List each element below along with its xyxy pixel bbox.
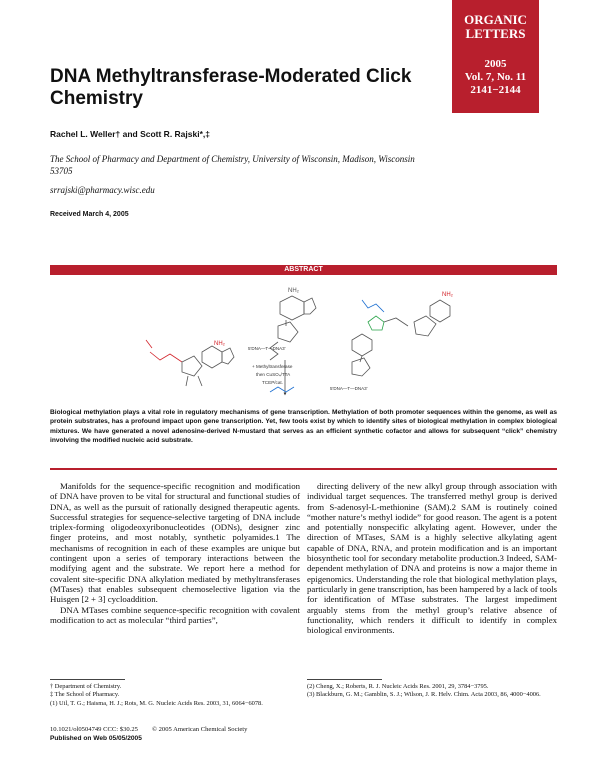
journal-pages: 2141−2144 [470, 84, 521, 96]
affiliation: The School of Pharmacy and Department of Chemistry, University of Wisconsin, Madison, Wisconsin 53705 [50, 154, 415, 176]
journal-name-line1: ORGANIC [464, 12, 527, 27]
body-column-right [307, 481, 557, 635]
footnote-ref-2: (2) Cheng, X.; Roberts, R. J. Nucleic Acids Res. 2001, 29, 3784−3795. [307, 683, 489, 690]
right-dna-label: 5'DNA—T—DNA3' [330, 386, 368, 391]
footnote-ref-1: (1) Uil, T. G.; Haisma, H. J.; Rots, M. G. Nucleic Acids Res. 2003, 31, 6064−6078. [50, 699, 263, 707]
footnotes-right [307, 683, 557, 700]
body-left-paragraph-1: Manifolds for the sequence-specific recognition and modification of DNA have proven to be vital for structural and functional studies of DNA, as well as the pursuit of rationally designed therapeutic agents. Successful strategies for sequence-selective targeting of DNA include triplex-forming oligodeoxyribonucleotides (ODNs), designer zinc finger proteins, and most notably, synthetic polyamides.1 The mechanisms of recognition in each of these examples are unique but contingent upon a series of temporary interactions between the modifying agent and the substrate. We report here a method for covalent site-specific DNA alkylation mediated by methyltransferases (MTases) that enables subsequent chemoselective ligation via the Huisgen [2 + 3] cycloaddition. [50, 481, 300, 605]
left-nh2-label: NH₂ [214, 341, 225, 347]
right-nh2-label: NH₂ [442, 292, 453, 298]
article-title: DNA Methyltransferase-Moderated Click Chemistry [50, 66, 412, 109]
journal-volume: Vol. 7, No. 11 [464, 71, 527, 83]
right-molecule [352, 300, 450, 376]
reagent-line-2: then CuSO₄/TTA [256, 372, 291, 377]
abstract-heading: ABSTRACT [50, 265, 557, 275]
footnote-rule-left [50, 679, 125, 680]
abstract-text: Biological methylation plays a vital role in regulatory mechanisms of gene transcription. Methylation of both promoter sequences within the genome, as well as protein substrates, has a profound impact upon gene transcription. Yet, few tools exist by which to identify sites of biological methylation in complex biological mixtures. We have generated a novel adenosine-derived N-mustard that serves as an efficient synthetic cofactor and allows for subsequent “click” chemistry involving the modified nucleic acid substrate. [50, 409, 557, 445]
middle-nh2-label: NH₂ [288, 288, 299, 294]
journal-year: 2005 [484, 58, 507, 70]
footnote-ref-3: (3) Blackburn, G. M.; Gamblin, S. J.; Wilson, J. R. Helv. Chim. Acta 2003, 86, 4000−4006. [307, 691, 541, 699]
authors: Rachel L. Weller† and Scott R. Rajski*,‡ [50, 129, 210, 139]
graphical-abstract-scheme [130, 282, 460, 402]
reagent-line-3: TCEP/cat. [262, 380, 283, 385]
doi-line: 10.1021/ol0504749 CCC: $30.25 [50, 726, 138, 733]
journal-name-line2: LETTERS [465, 26, 526, 41]
footnote-dagger: † Department of Chemistry. [50, 683, 122, 690]
footnotes-left [50, 683, 300, 708]
alkyne-reagent [270, 387, 294, 392]
copyright: © 2005 American Chemical Society [151, 726, 248, 733]
footnote-rule-right [307, 679, 382, 680]
received-date: Received March 4, 2005 [50, 211, 129, 218]
middle-dna-label: 5'DNA—T—DNA3' [248, 346, 286, 351]
journal-masthead [452, 0, 539, 113]
body-right-paragraph-1: directing delivery of the new alkyl group through association with individual target sequences. The transferred methyl group is derived from S-adenosyl-L-methionine (SAM).2 SAM is routinely coined “mother nature’s methyl iodide” for good reason. The agent is a potent and potentially nonspecific alkylating agent. However, under the direction of MTases, SAM is a highly selective alkylating agent capable of DNA, RNA, and protein modification and is an important biosynthetic tool for secondary metabolite production.3 Indeed, SAM-dependent methylation of DNA and proteins is now a major theme in epigenomics. Understanding the role that biological methylation plays, particularly in gene transcription, has been hampered by a lack of tools for identification of MTase substrates. The largest impediment arguably stems from the methyl group’s relative absence of functionality, which renders it difficult to identify in complex biological environments. [307, 481, 557, 636]
body-column-left [50, 481, 300, 625]
footnote-double-dagger: ‡ The School of Pharmacy. [50, 691, 120, 699]
doi-block [50, 726, 247, 744]
author-email[interactable]: srrajski@pharmacy.wisc.edu [50, 185, 155, 195]
reagent-line-1: + Methyltransferase [252, 364, 293, 369]
body-left-paragraph-2: DNA MTases combine sequence-specific recognition with covalent modification to act as molecular “third parties”, [50, 604, 300, 625]
published-date: Published on Web 05/05/2005 [50, 734, 142, 742]
abstract-divider [50, 468, 557, 470]
